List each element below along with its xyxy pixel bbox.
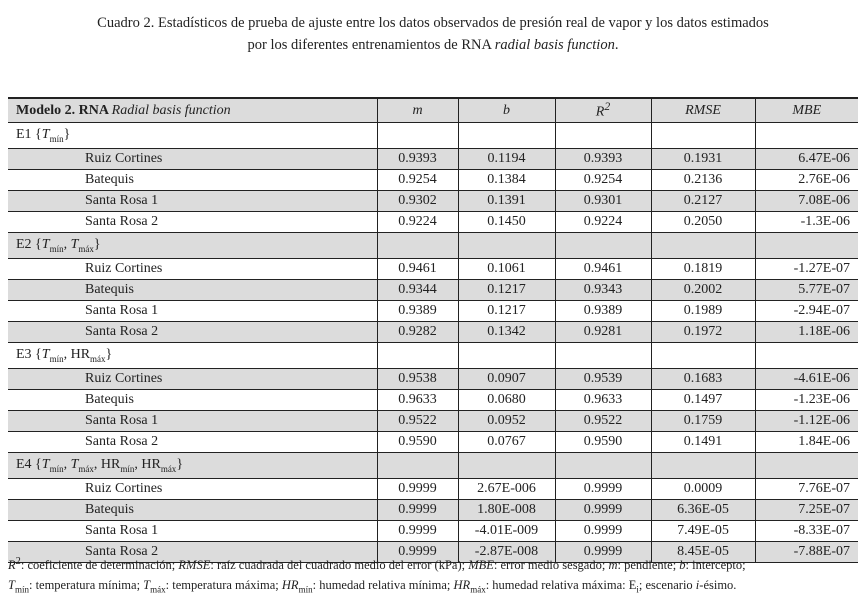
footnote-segment: MBE: [468, 558, 494, 573]
r2-cell: 0.9389: [555, 301, 651, 322]
empty-cell: [555, 123, 651, 149]
group-close: }: [93, 237, 101, 253]
caption-line-2: [0, 34, 866, 56]
variable: T: [70, 457, 79, 473]
m-cell: 0.9461: [377, 259, 458, 280]
site-cell: Santa Rosa 1: [8, 521, 377, 542]
variable: HR: [141, 457, 161, 473]
footnote-segment: i: [636, 584, 639, 595]
b-cell: 0.0907: [458, 369, 555, 390]
r2-cell: 0.9999: [555, 542, 651, 563]
site-cell: Santa Rosa 1: [8, 301, 377, 322]
r2-cell: 0.9539: [555, 369, 651, 390]
site-cell: Santa Rosa 2: [8, 322, 377, 343]
m-cell: 0.9282: [377, 322, 458, 343]
footnote-segment: RMSE: [178, 558, 211, 573]
b-cell: 0.1384: [458, 170, 555, 191]
table-row: [8, 149, 858, 170]
header-model-bold: Modelo 2. RNA: [16, 102, 112, 118]
mbe-cell: 5.77E-07: [755, 280, 858, 301]
empty-cell: [755, 453, 858, 479]
footnote-segment: máx: [150, 584, 166, 595]
variable: T: [41, 457, 50, 473]
site-cell: Batequis: [8, 500, 377, 521]
rmse-cell: 0.1931: [651, 149, 755, 170]
m-cell: 0.9633: [377, 390, 458, 411]
group-close: }: [63, 127, 71, 143]
r2-cell: 0.9999: [555, 521, 651, 542]
caption-period: .: [614, 37, 619, 53]
empty-cell: [377, 123, 458, 149]
empty-cell: [377, 233, 458, 259]
table-row: [8, 369, 858, 390]
b-cell: 0.1061: [458, 259, 555, 280]
rmse-cell: 8.45E-05: [651, 542, 755, 563]
m-cell: 0.9254: [377, 170, 458, 191]
m-cell: 0.9999: [377, 479, 458, 500]
empty-cell: [651, 233, 755, 259]
r2-cell: 0.9590: [555, 432, 651, 453]
footnote-segment: máx: [470, 584, 486, 595]
footnote-segment: : humedad relativa mínima;: [312, 578, 454, 593]
header-mbe: MBE: [755, 98, 858, 123]
table-row: [8, 280, 858, 301]
footnote-segment: : intercepto;: [685, 558, 746, 573]
site-cell: Santa Rosa 1: [8, 411, 377, 432]
rmse-cell: 0.2127: [651, 191, 755, 212]
r2-cell: 0.9393: [555, 149, 651, 170]
mbe-cell: 7.76E-07: [755, 479, 858, 500]
footnote-segment: : humedad relativa máxima: E: [485, 578, 637, 593]
rmse-cell: 0.1497: [651, 390, 755, 411]
caption-italic: radial basis function: [494, 37, 615, 53]
rmse-cell: 0.1683: [651, 369, 755, 390]
footnote-segment: : raíz cuadrada del cuadrado medio del error (kPa);: [210, 558, 469, 573]
empty-cell: [458, 343, 555, 369]
empty-cell: [755, 123, 858, 149]
footnote: [8, 552, 863, 600]
table-row: [8, 301, 858, 322]
footnote-segment: b: [679, 558, 686, 573]
footnote-segment: mín: [14, 584, 29, 595]
b-cell: 0.0680: [458, 390, 555, 411]
m-cell: 0.9393: [377, 149, 458, 170]
b-cell: 0.1391: [458, 191, 555, 212]
site-cell: Santa Rosa 2: [8, 212, 377, 233]
variable-subscript: máx: [78, 243, 94, 254]
m-cell: 0.9344: [377, 280, 458, 301]
b-cell: 0.1342: [458, 322, 555, 343]
site-cell: Ruiz Cortines: [8, 149, 377, 170]
group-label: E2 {$T_{mín}$, $T_{máx}$}: [8, 233, 377, 259]
b-cell: -2.87E-008: [458, 542, 555, 563]
table-row: [8, 170, 858, 191]
empty-cell: [555, 453, 651, 479]
variable: T: [41, 237, 50, 253]
table-row: [8, 411, 858, 432]
caption-line-1: Cuadro 2. Estadísticos de prueba de ajuste entre los datos observados de presión real de vapor y los datos estimados: [97, 15, 769, 31]
empty-cell: [555, 233, 651, 259]
empty-cell: [755, 233, 858, 259]
mbe-cell: -8.33E-07: [755, 521, 858, 542]
footnote-line-1: [8, 552, 863, 575]
table-row: [8, 191, 858, 212]
site-cell: Santa Rosa 2: [8, 542, 377, 563]
header-r2-text: R: [595, 104, 605, 120]
table-row: [8, 322, 858, 343]
site-cell: Batequis: [8, 390, 377, 411]
b-cell: 0.1450: [458, 212, 555, 233]
footnote-segment: : coeficiente de determinación;: [20, 558, 179, 573]
m-cell: 0.9522: [377, 411, 458, 432]
m-cell: 0.9538: [377, 369, 458, 390]
header-model: [8, 98, 377, 123]
r2-cell: 0.9633: [555, 390, 651, 411]
b-cell: 2.67E-006: [458, 479, 555, 500]
empty-cell: [458, 453, 555, 479]
rmse-cell: 0.0009: [651, 479, 755, 500]
site-cell: Ruiz Cortines: [8, 479, 377, 500]
variable-subscript: mín: [120, 463, 135, 474]
group-row: [8, 453, 858, 479]
variable-subscript: mín: [49, 353, 64, 364]
variable: HR: [100, 457, 121, 473]
rmse-cell: 6.36E-05: [651, 500, 755, 521]
rmse-cell: 0.2136: [651, 170, 755, 191]
group-row: [8, 123, 858, 149]
footnote-segment: i: [695, 578, 700, 593]
empty-cell: [458, 233, 555, 259]
header-rmse: RMSE: [651, 98, 755, 123]
header-r2-sup: 2: [604, 100, 611, 114]
mbe-cell: 7.08E-06: [755, 191, 858, 212]
table-row: [8, 390, 858, 411]
rmse-cell: 0.1989: [651, 301, 755, 322]
variable: HR: [70, 347, 91, 363]
rmse-cell: 0.2050: [651, 212, 755, 233]
footnote-segment: ; escenario: [638, 578, 696, 593]
footnote-segment: m: [608, 558, 618, 573]
variable-subscript: máx: [90, 353, 106, 364]
r2-cell: 0.9254: [555, 170, 651, 191]
rmse-cell: 0.1759: [651, 411, 755, 432]
site-cell: Santa Rosa 2: [8, 432, 377, 453]
mbe-cell: 2.76E-06: [755, 170, 858, 191]
table-row: [8, 521, 858, 542]
r2-cell: 0.9301: [555, 191, 651, 212]
footnote-segment: T: [143, 578, 151, 593]
mbe-cell: -2.94E-07: [755, 301, 858, 322]
header-model-italic: Radial basis function: [111, 102, 231, 118]
group-name: E2 {: [16, 237, 42, 253]
caption-text: por los diferentes entrenamientos de RNA: [247, 37, 495, 53]
table-row: [8, 479, 858, 500]
m-cell: 0.9590: [377, 432, 458, 453]
mbe-cell: 7.25E-07: [755, 500, 858, 521]
group-name: E1 {: [16, 127, 42, 143]
table-row: [8, 259, 858, 280]
variable: T: [41, 347, 50, 363]
b-cell: 1.80E-008: [458, 500, 555, 521]
mbe-cell: -7.88E-07: [755, 542, 858, 563]
mbe-cell: -4.61E-06: [755, 369, 858, 390]
site-cell: Ruiz Cortines: [8, 369, 377, 390]
footnote-segment: 2: [15, 556, 21, 567]
b-cell: 0.1217: [458, 280, 555, 301]
b-cell: -4.01E-009: [458, 521, 555, 542]
group-close: }: [105, 347, 113, 363]
rmse-cell: 0.1972: [651, 322, 755, 343]
site-cell: Ruiz Cortines: [8, 259, 377, 280]
r2-cell: 0.9522: [555, 411, 651, 432]
b-cell: 0.1194: [458, 149, 555, 170]
empty-cell: [377, 453, 458, 479]
m-cell: 0.9389: [377, 301, 458, 322]
group-name: E4 {: [16, 457, 42, 473]
m-cell: 0.9224: [377, 212, 458, 233]
table-caption: [0, 12, 866, 56]
footnote-segment: R: [8, 558, 16, 573]
variable-subscript: mín: [49, 133, 64, 144]
m-cell: 0.9999: [377, 521, 458, 542]
empty-cell: [377, 343, 458, 369]
footnote-segment: : temperatura máxima;: [165, 578, 282, 593]
mbe-cell: 1.84E-06: [755, 432, 858, 453]
footnote-segment: HR: [281, 578, 299, 593]
r2-cell: 0.9999: [555, 479, 651, 500]
mbe-cell: -1.27E-07: [755, 259, 858, 280]
group-label: [8, 123, 377, 149]
empty-cell: [458, 123, 555, 149]
mbe-cell: -1.3E-06: [755, 212, 858, 233]
m-cell: 0.9302: [377, 191, 458, 212]
mbe-cell: -1.23E-06: [755, 390, 858, 411]
table-row: [8, 212, 858, 233]
m-cell: 0.9999: [377, 500, 458, 521]
header-m: m: [377, 98, 458, 123]
mbe-cell: 1.18E-06: [755, 322, 858, 343]
empty-cell: [755, 343, 858, 369]
footnote-segment: HR: [453, 578, 471, 593]
r2-cell: 0.9461: [555, 259, 651, 280]
variable: T: [41, 127, 50, 143]
variable-subscript: mín: [49, 463, 64, 474]
header-row: [8, 98, 858, 123]
group-row: [8, 233, 858, 259]
mbe-cell: -1.12E-06: [755, 411, 858, 432]
header-b: b: [458, 98, 555, 123]
footnote-segment: : error medio sesgado;: [493, 558, 609, 573]
rmse-cell: 7.49E-05: [651, 521, 755, 542]
empty-cell: [651, 123, 755, 149]
footnote-segment: mín: [298, 584, 313, 595]
r2-cell: 0.9343: [555, 280, 651, 301]
empty-cell: [555, 343, 651, 369]
footnote-segment: : temperatura mínima;: [28, 578, 144, 593]
table-row: [8, 500, 858, 521]
variable-subscript: máx: [160, 463, 177, 474]
group-label: E4 {$T_{mín}$, $T_{máx}$, $HR_{mín}$, $HR_{máx}$}: [8, 453, 377, 479]
r2-cell: 0.9999: [555, 500, 651, 521]
group-close: }: [176, 457, 184, 473]
variable-subscript: mín: [49, 243, 64, 254]
site-cell: Batequis: [8, 280, 377, 301]
b-cell: 0.1217: [458, 301, 555, 322]
variable: T: [70, 237, 79, 253]
site-cell: Batequis: [8, 170, 377, 191]
group-name: E3 {: [16, 347, 42, 363]
rmse-cell: 0.1819: [651, 259, 755, 280]
group-label: E3 {$T_{mín}$, $HR_{máx}$}: [8, 343, 377, 369]
rmse-cell: 0.1491: [651, 432, 755, 453]
footnote-segment: : pendiente;: [617, 558, 680, 573]
r2-cell: 0.9224: [555, 212, 651, 233]
table-row: [8, 432, 858, 453]
group-row: [8, 343, 858, 369]
footnote-segment: -ésimo.: [699, 578, 737, 593]
m-cell: 0.9999: [377, 542, 458, 563]
b-cell: 0.0952: [458, 411, 555, 432]
b-cell: 0.0767: [458, 432, 555, 453]
footnote-segment: T: [8, 578, 15, 593]
mbe-cell: 6.47E-06: [755, 149, 858, 170]
variable-subscript: máx: [78, 463, 94, 474]
statistics-table: [8, 97, 858, 563]
footnote-line-2: [8, 575, 863, 600]
site-cell: Santa Rosa 1: [8, 191, 377, 212]
empty-cell: [651, 453, 755, 479]
r2-cell: 0.9281: [555, 322, 651, 343]
header-r2: [555, 98, 651, 123]
empty-cell: [651, 343, 755, 369]
rmse-cell: 0.2002: [651, 280, 755, 301]
